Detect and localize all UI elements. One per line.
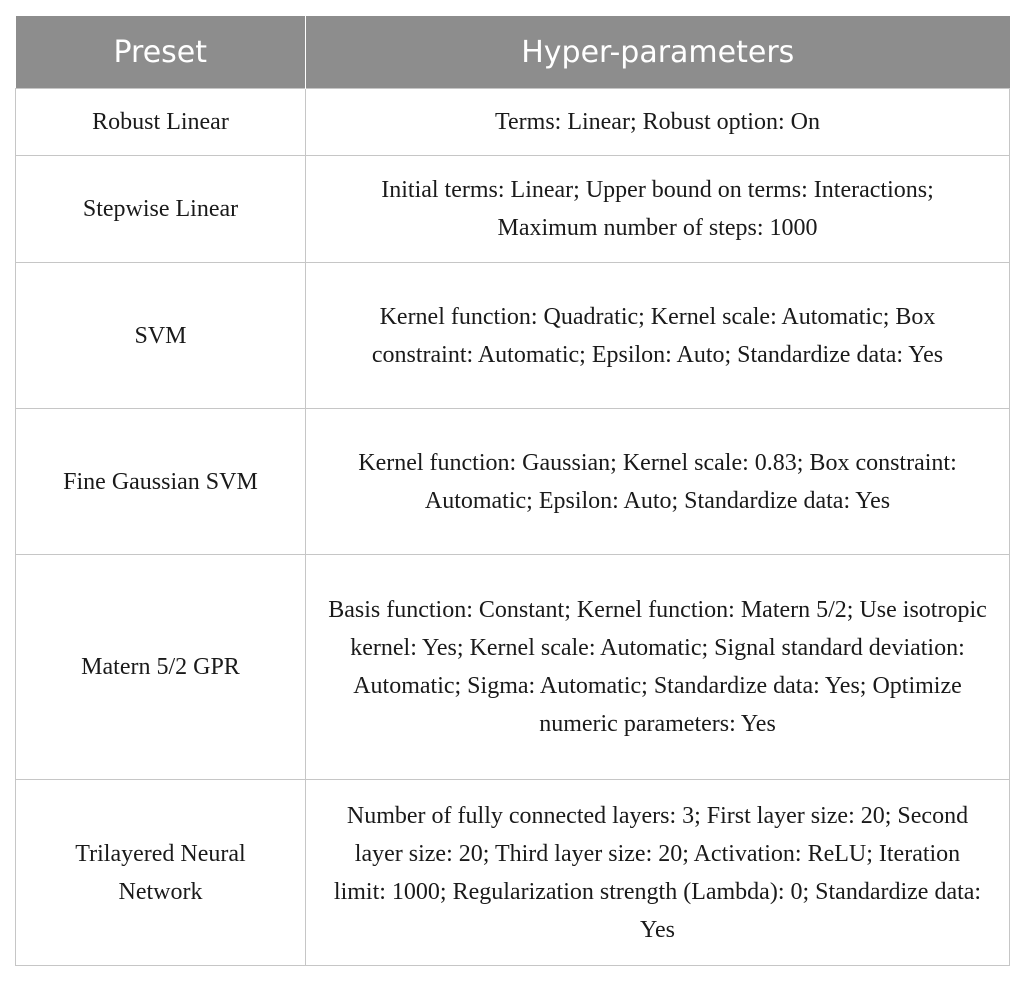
preset-cell: Fine Gaussian SVM bbox=[16, 409, 306, 555]
table-row bbox=[16, 263, 1010, 409]
header-row bbox=[16, 16, 1010, 89]
hyperparameters-text: Kernel function: Gaussian; Kernel scale: 0.83; Box constraint: Automatic; Epsilon: Auto; Standardize data: Yes bbox=[358, 449, 957, 514]
hyperparameters-cell bbox=[306, 156, 1010, 263]
table-header bbox=[16, 16, 1010, 89]
table-row bbox=[16, 780, 1010, 966]
preset-cell: Matern 5/2 GPR bbox=[16, 555, 306, 780]
table-row bbox=[16, 89, 1010, 156]
hyperparameters-cell bbox=[306, 780, 1010, 966]
hyperparameters-text: Number of fully connected layers: 3; First layer size: 20; Second layer size: 20; Third layer size: 20; Activation: ReLU; Iteration limit: 1000; Regularization strength (Lambda): 0; Standardize data: Yes bbox=[333, 802, 982, 943]
presets-table-container bbox=[15, 16, 1009, 966]
header-preset: Preset bbox=[16, 16, 306, 89]
table-body bbox=[16, 89, 1010, 966]
preset-cell: Stepwise Linear bbox=[16, 156, 306, 263]
hyperparameters-cell bbox=[306, 555, 1010, 780]
hyperparameters-text: Terms: Linear; Robust option: On bbox=[495, 109, 820, 135]
table-row bbox=[16, 409, 1010, 555]
presets-table bbox=[15, 16, 1010, 966]
hyperparameters-cell bbox=[306, 263, 1010, 409]
hyperparameters-text: Initial terms: Linear; Upper bound on terms: Interactions; Maximum number of steps: 1000 bbox=[381, 177, 934, 241]
preset-cell bbox=[16, 780, 306, 966]
hyperparameters-cell bbox=[306, 409, 1010, 555]
hyperparameters-cell bbox=[306, 89, 1010, 156]
preset-cell: Robust Linear bbox=[16, 89, 306, 156]
table-row bbox=[16, 555, 1010, 780]
hyperparameters-text: Kernel function: Quadratic; Kernel scale: Automatic; Box constraint: Automatic; Epsilon: Auto; Standardize data: Yes bbox=[371, 303, 944, 368]
table-row bbox=[16, 156, 1010, 263]
preset-cell: SVM bbox=[16, 263, 306, 409]
preset-text: Trilayered Neural Network bbox=[75, 840, 246, 905]
hyperparameters-text: Basis function: Constant; Kernel function: Matern 5/2; Use isotropic kernel: Yes; Kernel scale: Automatic; Signal standard deviation: Automatic; Sigma: Automatic; Standardize data: Yes; Optimize numeric parameters: Yes bbox=[328, 597, 987, 737]
header-hyper-parameters: Hyper-parameters bbox=[306, 16, 1010, 89]
